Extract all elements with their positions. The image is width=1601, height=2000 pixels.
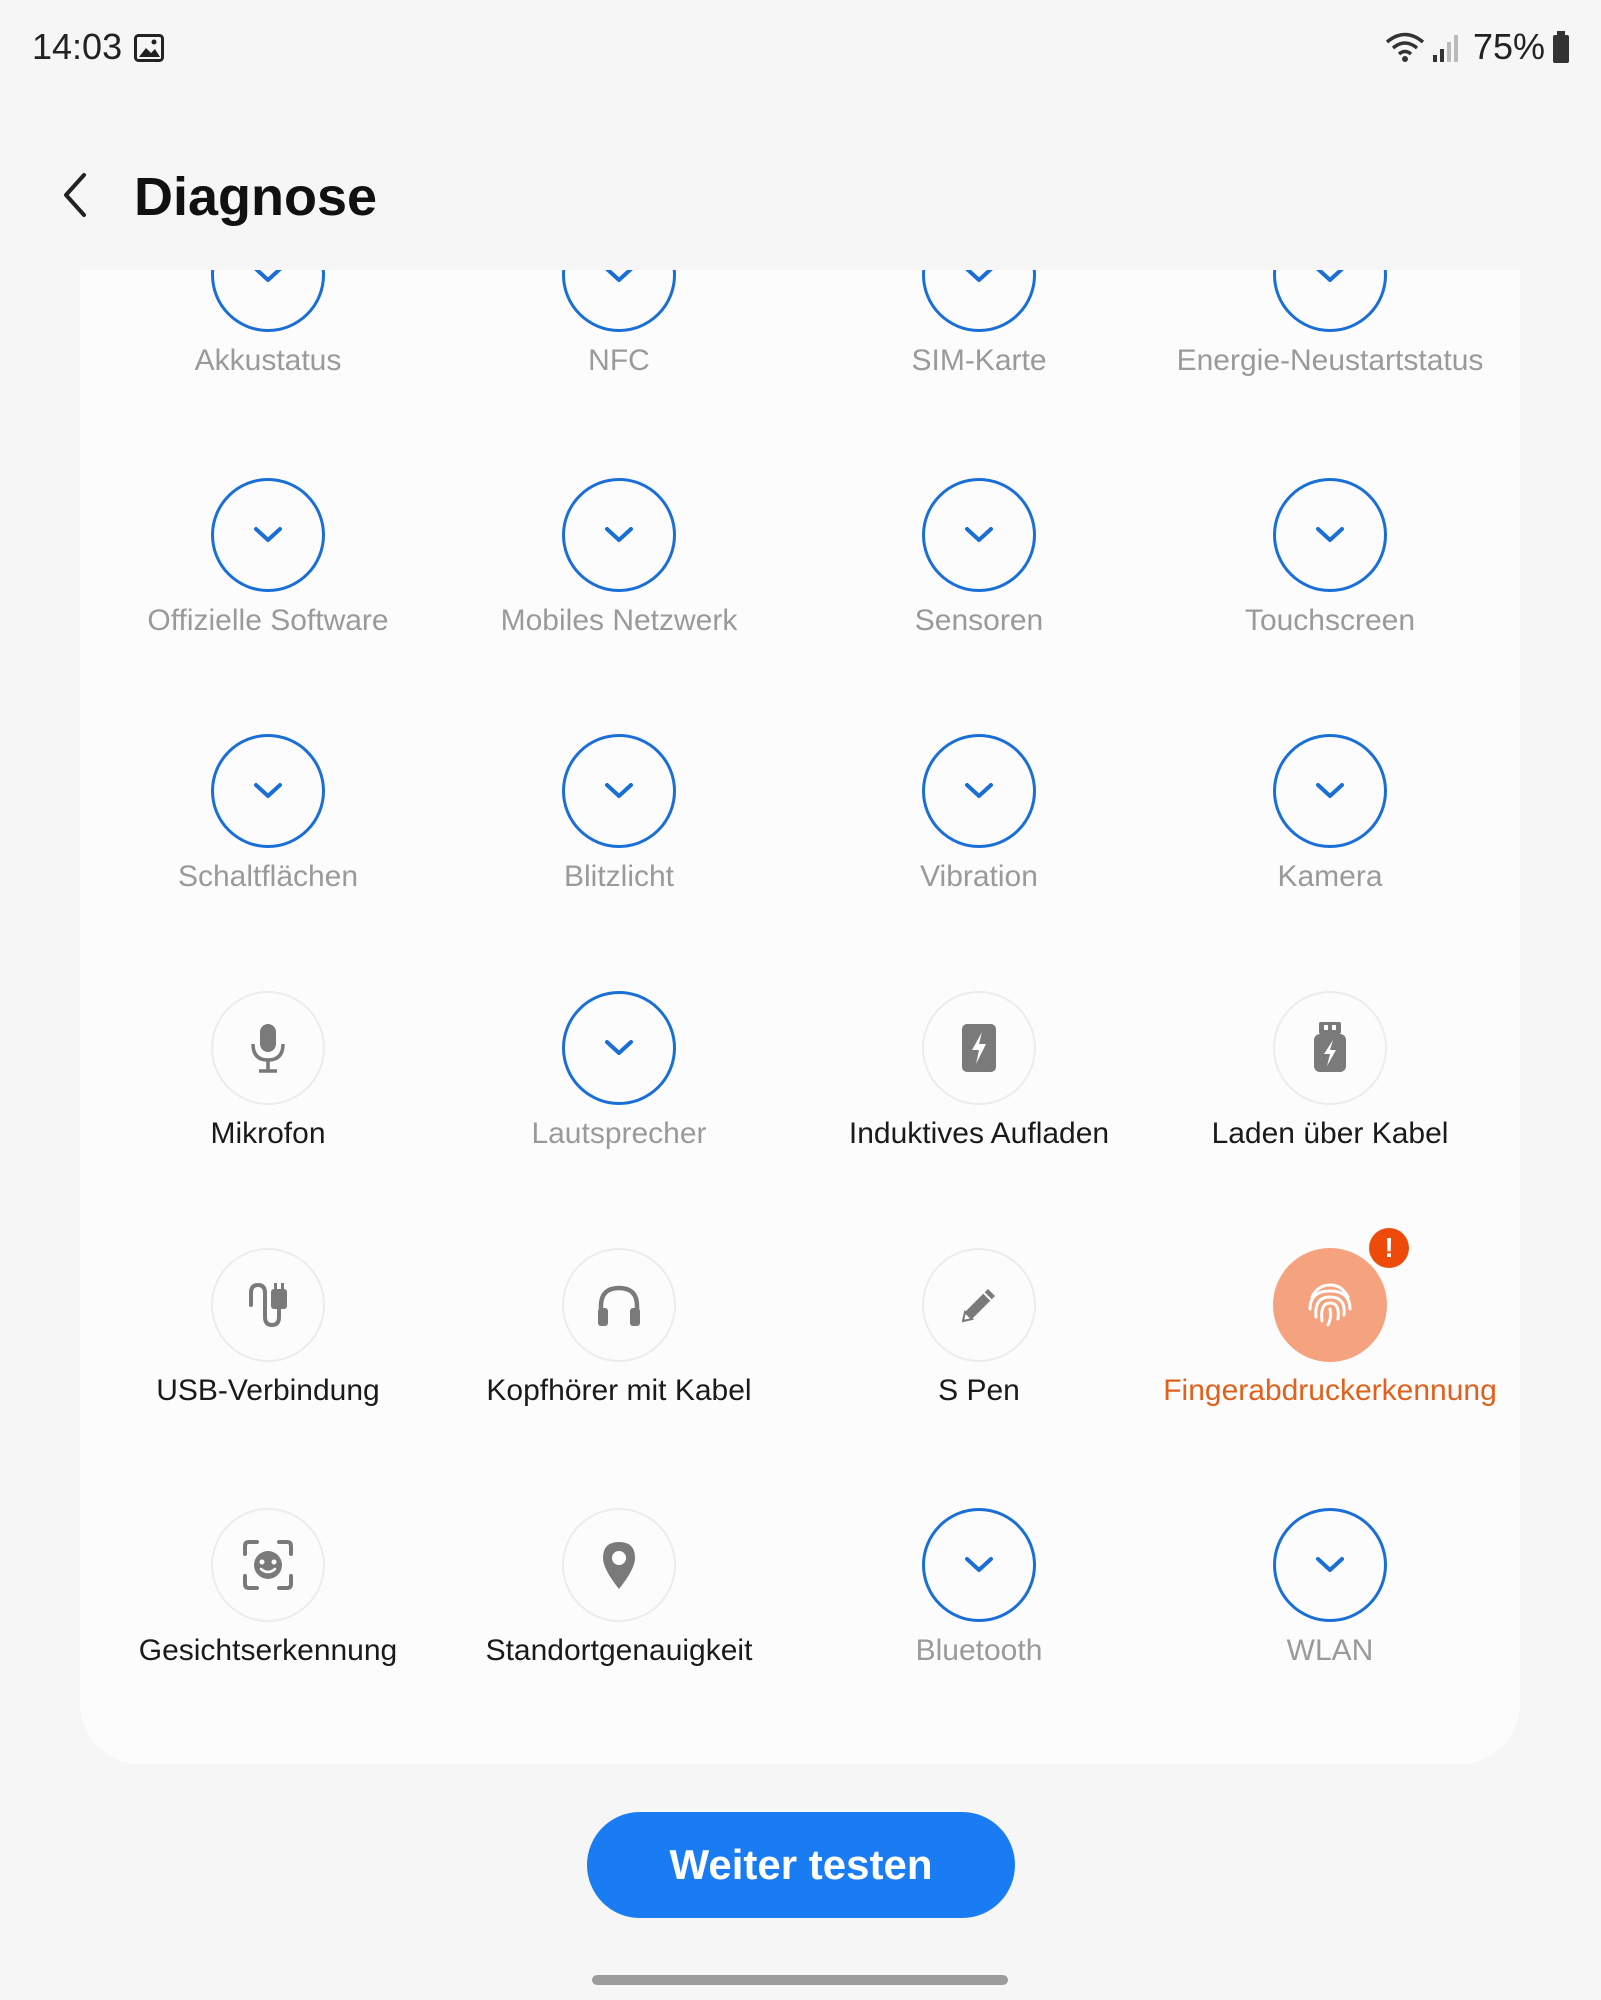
app-header	[0, 150, 1601, 250]
face-recognition-icon	[211, 1508, 325, 1622]
test-label: Gesichtserkennung	[138, 1634, 398, 1667]
usb-connection-icon	[211, 1248, 325, 1362]
test-label: Standortgenauigkeit	[485, 1634, 753, 1667]
test-item-wired-headphones[interactable]	[449, 1248, 789, 1438]
test-item-bluetooth[interactable]	[809, 1508, 1149, 1698]
check-icon	[211, 734, 325, 848]
test-item-cable-charging[interactable]	[1160, 991, 1500, 1181]
test-label: Laden über Kabel	[1211, 1117, 1449, 1150]
test-label: Bluetooth	[915, 1634, 1043, 1667]
test-label: Blitzlicht	[563, 860, 675, 893]
check-icon	[922, 734, 1036, 848]
cable-charging-icon	[1273, 991, 1387, 1105]
pen-icon	[922, 1248, 1036, 1362]
test-item-speaker[interactable]	[449, 991, 789, 1181]
wireless-charging-icon	[922, 991, 1036, 1105]
test-item-s-pen[interactable]	[809, 1248, 1149, 1438]
test-label: Kamera	[1277, 860, 1383, 893]
test-label: Offizielle Software	[147, 604, 389, 637]
test-item-camera[interactable]	[1160, 734, 1500, 924]
clock: 14:03	[32, 26, 123, 67]
test-item-usb-connection[interactable]	[98, 1248, 438, 1438]
test-item-mobile-network[interactable]	[449, 478, 789, 668]
test-label: Sensoren	[914, 604, 1044, 637]
microphone-icon	[211, 991, 325, 1105]
gallery-notification-icon	[134, 34, 164, 62]
check-icon	[1273, 478, 1387, 592]
battery-percentage: 75%	[1472, 26, 1545, 67]
test-item-battery-status[interactable]	[98, 270, 438, 450]
test-label: USB-Verbindung	[156, 1374, 380, 1407]
wifi-icon	[1385, 31, 1425, 63]
test-label: Energie-Neustartstatus	[1176, 344, 1484, 377]
test-item-wlan[interactable]	[1160, 1508, 1500, 1698]
test-label: Kopfhörer mit Kabel	[486, 1374, 752, 1407]
test-label: Touchscreen	[1244, 604, 1416, 637]
back-button[interactable]	[50, 165, 100, 225]
test-label: Mobiles Netzwerk	[500, 604, 738, 637]
check-icon	[562, 991, 676, 1105]
test-label: Schaltflächen	[177, 860, 359, 893]
continue-testing-button[interactable]: Weiter testen	[587, 1812, 1015, 1918]
location-pin-icon	[562, 1508, 676, 1622]
test-item-power-restart-status[interactable]	[1160, 270, 1500, 490]
test-item-official-software[interactable]	[98, 478, 438, 668]
test-item-wireless-charging[interactable]	[809, 991, 1149, 1181]
diagnostics-card	[80, 270, 1520, 1764]
battery-icon	[1551, 30, 1571, 64]
test-item-flashlight[interactable]	[449, 734, 789, 924]
test-item-buttons[interactable]	[98, 734, 438, 924]
test-label: Akkustatus	[194, 344, 342, 377]
check-icon	[922, 1508, 1036, 1622]
test-item-vibration[interactable]	[809, 734, 1149, 924]
check-icon	[562, 734, 676, 848]
check-icon	[1273, 734, 1387, 848]
test-label: WLAN	[1286, 1634, 1374, 1667]
status-bar	[0, 0, 1601, 100]
test-item-sim-card[interactable]	[809, 270, 1149, 450]
test-item-fingerprint[interactable]	[1160, 1232, 1500, 1478]
warning-badge: !	[1369, 1228, 1409, 1268]
check-icon	[211, 270, 325, 332]
test-label: Mikrofon	[210, 1117, 326, 1150]
test-item-sensors[interactable]	[809, 478, 1149, 668]
fingerprint-icon	[1273, 1248, 1387, 1362]
check-icon	[1273, 1508, 1387, 1622]
check-icon	[922, 270, 1036, 332]
test-label: S Pen	[938, 1374, 1020, 1407]
page-title: Diagnose	[134, 167, 378, 227]
test-label: Lautsprecher	[531, 1117, 707, 1150]
check-icon	[922, 478, 1036, 592]
headphones-icon	[562, 1248, 676, 1362]
check-icon	[562, 270, 676, 332]
test-label: Induktives Aufladen	[848, 1117, 1110, 1150]
test-item-microphone[interactable]	[98, 991, 438, 1181]
check-icon	[1273, 270, 1387, 332]
test-label: SIM-Karte	[911, 344, 1047, 377]
chevron-left-icon	[60, 171, 90, 219]
navigation-handle[interactable]	[592, 1975, 1008, 1985]
test-item-nfc[interactable]	[449, 270, 789, 450]
test-item-face-recognition[interactable]	[98, 1508, 438, 1698]
test-label: Vibration	[920, 860, 1038, 893]
test-item-touchscreen[interactable]	[1160, 478, 1500, 668]
test-item-location-accuracy[interactable]	[449, 1508, 789, 1698]
signal-icon	[1431, 31, 1461, 63]
check-icon	[562, 478, 676, 592]
test-label: NFC	[588, 344, 650, 377]
test-label: Fingerabdruckerkennung	[1163, 1374, 1497, 1407]
check-icon	[211, 478, 325, 592]
